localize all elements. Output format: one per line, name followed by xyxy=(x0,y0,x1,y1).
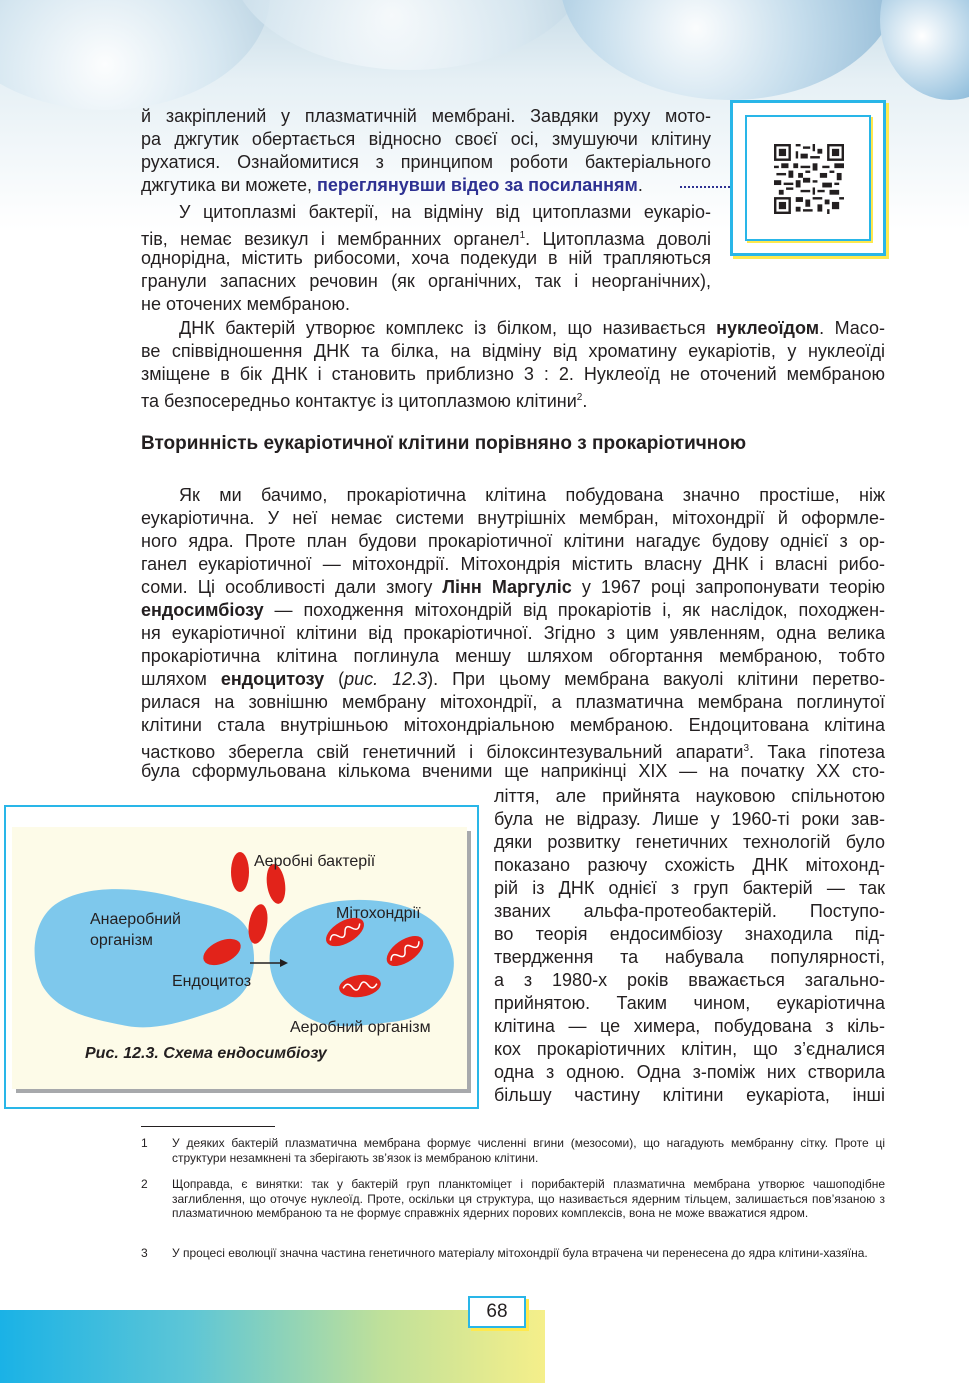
text-line xyxy=(141,576,885,599)
text-line: клітини стала внутрішньою мітохондріальною мембраною. Ендоцитована клітина xyxy=(141,715,885,735)
footnote-text: У процесі еволюції значна частина генетичного матеріалу мітохондрії була втрачена чи перенесена до ядра клітини-хазяїна. xyxy=(172,1246,868,1260)
text-line: У цитоплазмі бактерії, на відміну від цитоплазми еукаріо- xyxy=(179,202,711,222)
text-line: не оточених мембраною. xyxy=(141,294,350,314)
text-line: ня еукаріотичної клітини від прокаріотичної. Згідно з цим уявленням, одна велика xyxy=(141,623,885,643)
text-span: у 1967 році запропонувати теорію xyxy=(571,577,886,597)
page-number: 68 xyxy=(468,1296,526,1328)
text-line: рій із ДНК однієї з груп бактерій — так xyxy=(494,878,885,898)
text-line: рухатися. Ознайомитися з принципом роботи бактеріального xyxy=(141,152,711,172)
term-endocytosis: ендоцитозу xyxy=(220,669,325,689)
footnote-ref[interactable]: 2 xyxy=(576,392,583,403)
section-heading: Вторинність еукаріотичної клітини порівняно з прокаріотичною xyxy=(141,433,747,454)
text-line: во теорія ендосимбіозу знаходила під- xyxy=(494,924,885,944)
footnote-ref[interactable]: 3 xyxy=(743,743,750,754)
footnote-text: У деяких бактерій плазматична мембрана формує численні вгини (мезосоми), що нагадують мембранну сітку. Проте ці структури незамкнені та зберігають зв’язок із мембраною клітини. xyxy=(172,1136,885,1165)
scientist-name: Лінн Маргуліс xyxy=(442,577,572,597)
text-line: дяки розвитку генетичних технологій було xyxy=(494,832,885,852)
cell-bubble-decoration xyxy=(230,0,590,70)
figure-caption: Рис. 12.3. Схема ендосимбіозу xyxy=(85,1045,327,1062)
text-line: одна з одною. Одна з-поміж них створила xyxy=(494,1062,885,1082)
figure-endosymbiosis xyxy=(4,805,479,1109)
label-mitochondria: Мітохондрії xyxy=(336,905,421,922)
qr-code-icon[interactable] xyxy=(774,144,844,214)
term-endosymbiosis: ендосимбіозу xyxy=(141,600,264,620)
label-aerobic-organism: Аеробний організм xyxy=(290,1019,431,1036)
footnote-number: 2 xyxy=(141,1177,148,1191)
qr-code-frame[interactable] xyxy=(730,100,886,256)
text-span: ДНК бактерій утворює комплекс із білком, що називається xyxy=(179,318,717,338)
label-anaerobic-organism: Анаеробний xyxy=(90,911,181,928)
text-line: ліття, але прийнята науковою спільнотою xyxy=(494,786,885,806)
text-span: джгутика ви можете, xyxy=(141,175,318,195)
text-line: була не відразу. Лише у 1960-ті роки зав- xyxy=(494,809,885,829)
text-span: частково зберегла свій генетичний і білоксинтезувальний апарати xyxy=(141,742,744,762)
text-line: кох прокаріотичних клітин, що з’єдналися xyxy=(494,1039,885,1059)
text-span: соми. Ці особливості дали змогу xyxy=(141,577,443,597)
text-span: . xyxy=(582,391,588,411)
text-line: званих альфа-протеобактерій. Поступо- xyxy=(494,901,885,921)
qr-code-inner-frame xyxy=(745,115,871,241)
text-line: гранули запасних речовин (як органічних, так і неорганічних), xyxy=(141,271,711,291)
text-span: . Масо- xyxy=(819,318,885,338)
footnote-number: 3 xyxy=(141,1246,148,1260)
text-line: більшу частину клітини еукаріота, інші xyxy=(494,1085,885,1105)
label-aerobic-bacteria: Аеробні бактерії xyxy=(254,853,376,870)
text-line xyxy=(141,668,885,691)
text-line: однорідна, містить рибосоми, хоча подекуди в ній трапляються xyxy=(141,248,711,268)
text-line: показано разючу схожість ДНК мітохонд- xyxy=(494,855,885,875)
footer-gradient-bar xyxy=(0,1310,545,1383)
text-span: та безпосередньо контактує із цитоплазмою клітини xyxy=(141,391,577,411)
text-line xyxy=(141,317,885,340)
figure-reference[interactable]: рис. 12.3 xyxy=(344,669,428,689)
text-span: тів, немає везикул і мембранних органел xyxy=(141,229,520,249)
text-span: ( xyxy=(324,669,345,689)
footnote-text: Щоправда, є винятки: так у бактерій груп планктоміцет і порибактерій плазматична мембрана утворює чашоподібне заглиблення, що оточує нуклеоїд. Проте, оскільки ця структура, що називається ядерним тільцем, залишається пов’язаною з плазматичною мембраною та не формує справжніх ядерних порових комплексів, вона не може вважатися ядром. xyxy=(172,1177,885,1220)
label-anaerobic-organism: організм xyxy=(90,932,153,949)
aerobic-bacterium xyxy=(231,852,249,892)
text-line: ра джгутик обертається відносно своєї осі, змушуючи клітину xyxy=(141,129,711,149)
text-line: твердження та набувала популярності, xyxy=(494,947,885,967)
text-line: прокаріотична клітина поглинула меншу шляхом обгортання мембраною, тобто xyxy=(141,646,885,666)
text-span: . Цитоплазма доволі xyxy=(525,229,711,249)
text-line: ного ядра. Проте план будови прокаріотичної клітини нагадує будову однієї з ор- xyxy=(141,531,885,551)
video-link[interactable]: переглянувши відео за посиланням xyxy=(317,175,638,195)
footnote-divider xyxy=(141,1126,275,1127)
text-span: ). При цьому мембрана вакуолі клітини перетво- xyxy=(427,669,886,689)
text-span: . Така гіпотеза xyxy=(749,742,885,762)
footnote-ref[interactable]: 1 xyxy=(519,230,526,241)
cell-bubble-decoration xyxy=(880,0,969,100)
cell-bubble-decoration xyxy=(0,0,270,110)
text-line: Як ми бачимо, прокаріотична клітина побудована значно простіше, ніж xyxy=(179,485,885,505)
text-line: ганел еукаріотичної — мітохондрії. Мітохондрія містить власну ДНК і власні рибо- xyxy=(141,554,885,574)
text-line: рилася на зовнішню мембрану мітохондрії, а плазматична мембрана поглинутої xyxy=(141,692,885,712)
text-line: прийнятою. Таким чином, еукаріотична xyxy=(494,993,885,1013)
arrow-icon xyxy=(250,959,288,967)
text-line: й закріплений у плазматичній мембрані. Завдяки руху мото- xyxy=(141,106,711,126)
text-line: еукаріотична. У неї немає системи внутрішніх мембран, мітохондрії й оформле- xyxy=(141,508,885,528)
text-line xyxy=(141,174,711,197)
text-line: ве співвідношення ДНК та білка, на відміну від хроматину еукаріотів, у нуклеоїді xyxy=(141,341,885,361)
label-endocytosis: Ендоцитоз xyxy=(172,973,252,990)
text-span: шляхом xyxy=(141,669,221,689)
text-line: була сформульована кількома вченими ще наприкінці XIX — на початку XX сто- xyxy=(141,761,885,781)
text-line: клітина — це химера, побудована з кіль- xyxy=(494,1016,885,1036)
text-line xyxy=(141,386,885,413)
text-line xyxy=(141,599,885,622)
footnote-number: 1 xyxy=(141,1136,148,1150)
text-line: а з 1980-х років вважається загально- xyxy=(494,970,885,990)
text-span: . xyxy=(637,175,643,195)
text-line: зміщене в бік ДНК і становить приблизно 3 : 2. Нуклеоїд не оточений мембраною xyxy=(141,364,885,384)
term-nucleoid: нуклеоїдом xyxy=(716,318,820,338)
cell-bubble-decoration xyxy=(560,0,900,100)
text-span: — походження мітохондрій від прокаріотів і, як наслідок, походжен- xyxy=(263,600,885,620)
